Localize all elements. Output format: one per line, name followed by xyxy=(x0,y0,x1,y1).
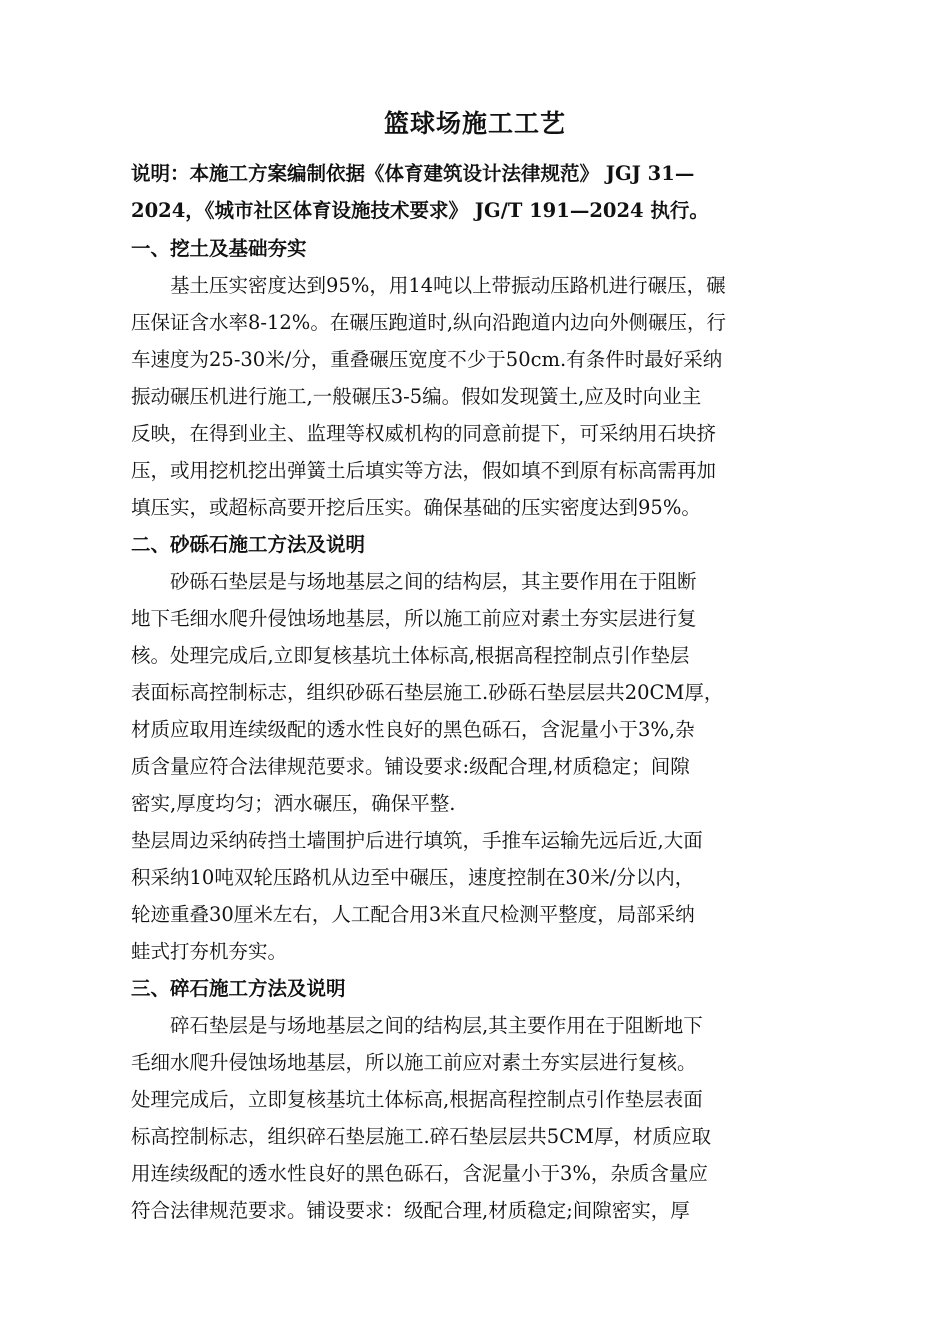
text-line: 毛细水爬升侵蚀场地基层，所以施工前应对素土夯实层进行复核。 xyxy=(131,1051,697,1074)
text-line: 材质应取用连续级配的透水性良好的黑色砾石，含泥量小于3%,杂 xyxy=(131,718,695,741)
text-line: 地下毛细水爬升侵蚀场地基层，所以施工前应对素土夯实层进行复 xyxy=(131,607,697,630)
text-line: 表面标高控制标志，组织砂砾石垫层施工.砂砾石垫层层共20CM厚， xyxy=(131,681,724,704)
text-line: 碎石垫层是与场地基层之间的结构层,其主要作用在于阻断地下 xyxy=(131,1014,703,1037)
text-line: 填压实，或超标高要开挖后压实。确保基础的压实密度达到95%。 xyxy=(131,496,701,519)
text-line: 处理完成后，立即复核基坑土体标高,根据高程控制点引作垫层表面 xyxy=(131,1088,703,1111)
compilation-note xyxy=(131,155,823,229)
text-line: 反映，在得到业主、监理等权威机构的同意前提下，可采纳用石块挤 xyxy=(131,422,717,445)
section-heading: 一、挖土及基础夯实 xyxy=(131,237,307,260)
text-line: 振动碾压机进行施工,一般碾压3-5编。假如发现簧土,应及时向业主 xyxy=(131,385,702,408)
note-line: 2024，《城市社区体育设施技术要求》 JG/T 191—2024 执行。 xyxy=(131,199,709,222)
section-heading: 三、碎石施工方法及说明 xyxy=(131,977,346,1000)
section-heading: 二、砂砾石施工方法及说明 xyxy=(131,533,366,556)
document-body xyxy=(131,155,823,1229)
text-line: 压保证含水率8-12%。在碾压跑道时,纵向沿跑道内边向外侧碾压，行 xyxy=(131,311,727,334)
paragraph xyxy=(131,822,823,970)
text-line: 质含量应符合法律规范要求。铺设要求:级配合理,材质稳定；间隙 xyxy=(131,755,690,778)
text-line: 垫层周边采纳砖挡土墙围护后进行填筑，手推车运输先远后近,大面 xyxy=(131,829,703,852)
text-line: 蛙式打夯机夯实。 xyxy=(131,940,288,963)
section-crushed-stone xyxy=(131,970,823,1229)
text-line: 砂砾石垫层是与场地基层之间的结构层，其主要作用在于阻断 xyxy=(131,570,697,593)
section-excavation xyxy=(131,230,823,526)
text-line: 用连续级配的透水性良好的黑色砾石，含泥量小于3%，杂质含量应 xyxy=(131,1162,708,1185)
note-line: 说明：本施工方案编制依据《体育建筑设计法律规范》 JGJ 31— xyxy=(131,162,695,185)
text-line: 基土压实密度达到95%，用14吨以上带振动压路机进行碾压，碾 xyxy=(131,274,726,297)
text-line: 核。处理完成后,立即复核基坑土体标高,根据高程控制点引作垫层 xyxy=(131,644,690,667)
text-line: 符合法律规范要求。铺设要求：级配合理,材质稳定;间隙密实，厚 xyxy=(131,1199,690,1222)
text-line: 压，或用挖机挖出弹簧土后填实等方法，假如填不到原有标高需再加 xyxy=(131,459,717,482)
paragraph xyxy=(131,267,823,526)
paragraph xyxy=(131,1007,823,1229)
paragraph xyxy=(131,563,823,822)
text-line: 积采纳10吨双轮压路机从边至中碾压，速度控制在30米/分以内， xyxy=(131,866,695,889)
text-line: 标高控制标志，组织碎石垫层施工.碎石垫层层共5CM厚，材质应取 xyxy=(131,1125,711,1148)
text-line: 轮迹重叠30厘米左右，人工配合用3米直尺检测平整度，局部采纳 xyxy=(131,903,695,926)
document-title: 篮球场施工工艺 xyxy=(383,109,566,138)
text-line: 车速度为25-30米/分，重叠碾压宽度不少于50cm.有条件时最好采纳 xyxy=(131,348,723,371)
section-gravel xyxy=(131,526,823,970)
text-line: 密实,厚度均匀；洒水碾压，确保平整. xyxy=(131,792,456,815)
